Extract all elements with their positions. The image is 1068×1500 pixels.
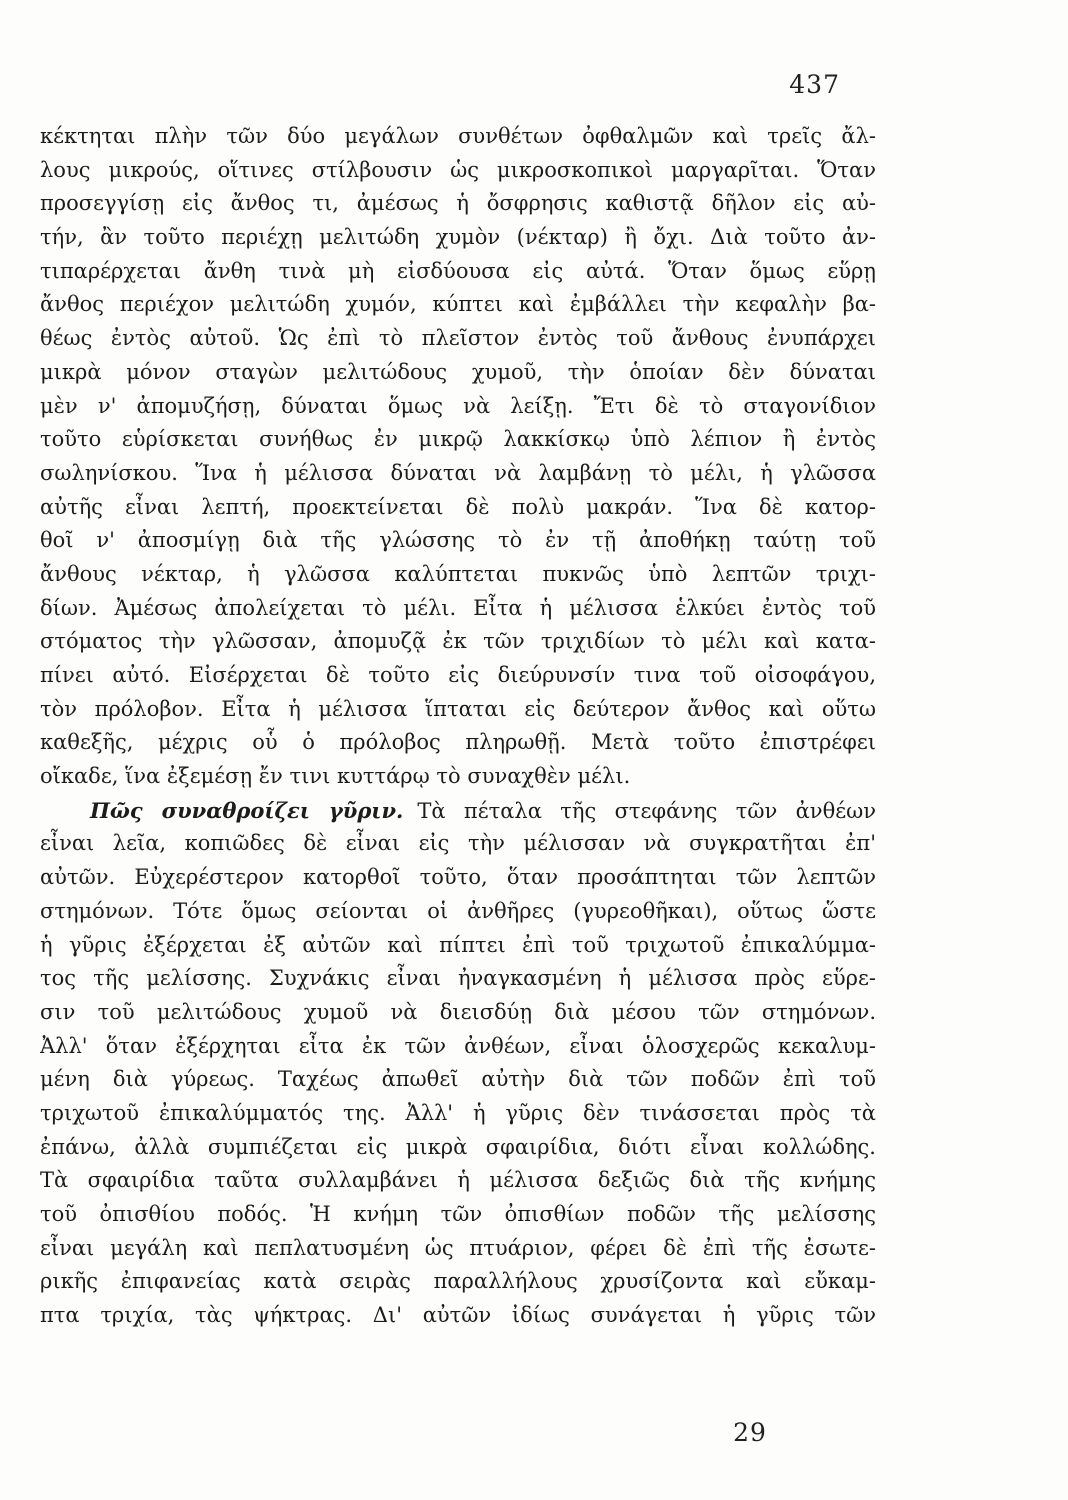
text-line: ἄνθους νέκταρ, ἡ γλῶσσα καλύπτεται πυκνῶς ὑπὸ λεπτῶν τριχι- (40, 561, 876, 586)
body-text (40, 120, 876, 1333)
text-line: θέως ἐντὸς αὐτοῦ. Ὡς ἐπὶ τὸ πλεῖστον ἐντὸς τοῦ ἄνθους ἐνυπάρχει (40, 326, 876, 351)
text-line: προσεγγίσῃ εἰς ἄνθος τι, ἀμέσως ἡ ὄσφρησις καθιστᾷ δῆλον εἰς αὐ- (40, 191, 876, 216)
text-line: σωληνίσκου. Ἵνα ἡ μέλισσα δύναται νὰ λαμβάνῃ τὸ μέλι, ἡ γλῶσσα (40, 460, 876, 485)
text-line: θοῖ ν' ἀποσμίγῃ διὰ τῆς γλώσσης τὸ ἐν τῇ ἀποθήκῃ ταύτῃ τοῦ (40, 528, 876, 553)
text-line: ἐπάνω, ἀλλὰ συμπιέζεται εἰς μικρὰ σφαιρίδια, διότι εἶναι κολλώδης. (40, 1134, 876, 1159)
text-line: τοῦτο εὑρίσκεται συνήθως ἐν μικρῷ λακκίσκῳ ὑπὸ λέπιον ἢ ἐντὸς (40, 427, 876, 452)
text-line: Τὰ σφαιρίδια ταῦτα συλλαμβάνει ἡ μέλισσα δεξιῶς διὰ τῆς κνήμης (40, 1168, 876, 1193)
text-line: οἴκαδε, ἵνα ἐξεμέσῃ ἔν τινι κυττάρῳ τὸ συναχθὲν μέλι. (40, 764, 631, 789)
text-line: τριχωτοῦ ἐπικαλύμματός της. Ἀλλ' ἡ γῦρις δὲν τινάσσεται πρὸς τὰ (40, 1100, 876, 1125)
text-line: μένη διὰ γύρεως. Ταχέως ἀπωθεῖ αὐτὴν διὰ τῶν ποδῶν ἐπὶ τοῦ (40, 1067, 876, 1092)
text-line: τοῦ ὀπισθίου ποδός. Ἡ κνήμη τῶν ὀπισθίων ποδῶν τῆς μελίσσης (40, 1202, 876, 1226)
text-line: καθεξῆς, μέχρις οὗ ὁ πρόλοβος πληρωθῇ. Μετὰ τοῦτο ἐπιστρέφει (40, 730, 876, 755)
text-line: Τὰ πέταλα τῆς στεφάνης τῶν ἀνθέων (417, 798, 876, 823)
text-line: τος τῆς μελίσσης. Συχνάκις εἶναι ἠναγκασμένη ἡ μέλισσα πρὸς εὕρε- (40, 966, 876, 991)
text-line: τήν, ἂν τοῦτο περιέχῃ μελιτώδη χυμὸν (νέκταρ) ἢ ὄχι. Διὰ τοῦτο ἀν- (40, 225, 876, 250)
text-line: τὸν πρόλοβον. Εἶτα ἡ μέλισσα ἵπταται εἰς δεύτερον ἄνθος καὶ οὕτω (40, 696, 876, 721)
text-line: αὐτῆς εἶναι λεπτή, προεκτείνεται δὲ πολὺ μακράν. Ἵνα δὲ κατορ- (40, 494, 876, 519)
text-line: στημόνων. Τότε ὅμως σείονται οἱ ἀνθῆρες (γυρεοθῆκαι), οὕτως ὥστε (40, 898, 876, 923)
page-number: 437 (789, 70, 840, 99)
paragraph-feeding (40, 120, 876, 794)
text-line: μὲν ν' ἀπομυζήσῃ, δύναται ὅμως νὰ λείξῃ. Ἔτι δὲ τὸ σταγονίδιον (40, 393, 876, 418)
paragraph-pollen (40, 794, 876, 1333)
text-line: πίνει αὐτό. Εἰσέρχεται δὲ τοῦτο εἰς διεύρυνσίν τινα τοῦ οἰσοφάγου, (40, 663, 876, 687)
text-line: Ἀλλ' ὅταν ἐξέρχηται εἶτα ἐκ τῶν ἀνθέων, εἶναι ὁλοσχερῶς κεκαλυμ- (40, 1033, 876, 1058)
text-line: εἶναι μεγάλη καὶ πεπλατυσμένη ὡς πτυάριον, φέρει δὲ ἐπὶ τῆς ἐσωτε- (40, 1235, 876, 1260)
text-line: στόματος τὴν γλῶσσαν, ἀπομυζᾷ ἐκ τῶν τριχιδίων τὸ μέλι καὶ κατα- (40, 629, 876, 654)
text-line: μικρὰ μόνον σταγὼν μελιτώδους χυμοῦ, τὴν ὁποίαν δὲν δύναται (40, 359, 876, 384)
section-heading: Πῶς συναθροίζει γῦριν. (90, 797, 404, 823)
text-line: λους μικρούς, οἵτινες στίλβουσιν ὡς μικροσκοπικοὶ μαργαρῖται. Ὅταν (40, 157, 876, 182)
text-line: σιν τοῦ μελιτώδους χυμοῦ νὰ διεισδύῃ διὰ μέσου τῶν στημόνων. (40, 999, 876, 1024)
text-line: ἄνθος περιέχον μελιτώδη χυμόν, κύπτει καὶ ἐμβάλλει τὴν κεφαλὴν βα- (40, 292, 876, 317)
text-line: ἡ γῦρις ἐξέρχεται ἐξ αὐτῶν καὶ πίπτει ἐπὶ τοῦ τριχωτοῦ ἐπικαλύμμα- (40, 932, 876, 957)
printer-signature-mark: 29 (733, 1418, 767, 1447)
text-line: αὐτῶν. Εὐχερέστερον κατορθοῖ τοῦτο, ὅταν προσάπτηται τῶν λεπτῶν (40, 865, 876, 890)
text-line: ρικῆς ἐπιφανείας κατὰ σειρὰς παραλλήλους χρυσίζοντα καὶ εὔκαμ- (40, 1269, 876, 1294)
text-line: δίων. Ἀμέσως ἀπολείχεται τὸ μέλι. Εἶτα ἡ μέλισσα ἑλκύει ἐντὸς τοῦ (40, 595, 876, 620)
text-line: κέκτηται πλὴν τῶν δύο μεγάλων συνθέτων ὀφθαλμῶν καὶ τρεῖς ἄλ- (40, 124, 876, 148)
paragraph-first-line (40, 794, 876, 828)
text-line: εἶναι λεῖα, κοπιῶδες δὲ εἶναι εἰς τὴν μέλισσαν νὰ συγκρατῆται ἐπ' (40, 831, 876, 856)
text-line: πτα τριχία, τὰς ψήκτρας. Δι' αὐτῶν ἰδίως συνάγεται ἡ γῦρις τῶν (40, 1303, 876, 1328)
text-line: τιπαρέρχεται ἄνθη τινὰ μὴ εἰσδύουσα εἰς αὐτά. Ὅταν ὅμως εὕρῃ (40, 258, 876, 283)
